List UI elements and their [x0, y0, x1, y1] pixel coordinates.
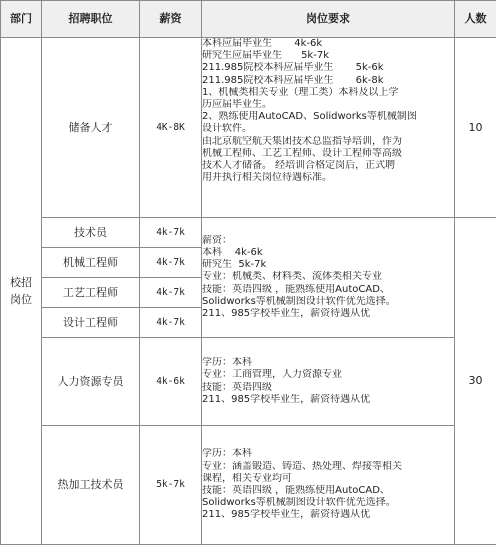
requirement-line: 技术人才储备。 经培训合格定岗后，正式聘	[202, 160, 454, 172]
position-cell: 储备人才	[42, 38, 140, 218]
requirement-line: 本科应届毕业生 4k-6k	[202, 38, 454, 50]
requirement-line: 专业：工商管理，人力资源专业	[202, 369, 454, 381]
requirement-line: Solidworks等机械制图设计软件优先选择。	[202, 497, 454, 509]
requirement-line: 211、985学校毕业生，薪资待遇从优	[202, 509, 454, 521]
requirement-line: 课程，相关专业均可	[202, 473, 454, 485]
salary-cell: 4K-8K	[140, 38, 202, 218]
requirement-line: 机械工程师、工艺工程师、设计工程师等高级	[202, 148, 454, 160]
table-row	[1, 426, 496, 545]
requirement-line: 2、熟练使用AutoCAD、Solidworks等机械制图	[202, 111, 454, 123]
requirement-line: 由北京航空航天集团技术总监指导培训，作为	[202, 136, 454, 148]
requirements-cell	[202, 38, 455, 218]
requirement-line: 历应届毕业生。	[202, 99, 454, 111]
requirement-line: 技能：英语四级 ，能熟练使用AutoCAD、	[202, 485, 454, 497]
header-position: 招聘职位	[42, 1, 140, 38]
requirement-line: 技能：英语四级 ，能熟练使用AutoCAD、	[202, 284, 454, 296]
requirement-line: 技能：英语四级	[202, 382, 454, 394]
requirement-line: 研究生应届毕业生 5k-7k	[202, 50, 454, 62]
position-cell: 机械工程师	[42, 248, 140, 278]
position-cell: 工艺工程师	[42, 278, 140, 308]
header-requirements: 岗位要求	[202, 1, 455, 38]
salary-cell: 5k-7k	[140, 426, 202, 545]
position-cell: 人力资源专员	[42, 338, 140, 426]
position-cell: 技术员	[42, 218, 140, 248]
requirements-cell	[202, 426, 455, 545]
requirements-cell	[202, 338, 455, 426]
requirement-line: 211.985院校本科应届毕业生 5k-6k	[202, 62, 454, 74]
salary-cell: 4k-6k	[140, 338, 202, 426]
requirement-line: 1、机械类相关专业（理工类）本科及以上学	[202, 87, 454, 99]
shared-count-cell: 30	[455, 218, 496, 545]
requirement-line: 用并执行相关岗位待遇标准。	[202, 172, 454, 184]
requirement-line: 211、985学校毕业生，薪资待遇从优	[202, 394, 454, 406]
department-label: 校招岗位	[9, 274, 33, 308]
requirement-line: 专业：涵盖锻造、铸造、热处理、焊接等相关	[202, 461, 454, 473]
table-row	[1, 338, 496, 426]
position-cell: 热加工技术员	[42, 426, 140, 545]
requirement-line: Solidworks等机械制图设计软件优先选择。	[202, 296, 454, 308]
salary-cell: 4k-7k	[140, 218, 202, 248]
salary-cell: 4k-7k	[140, 308, 202, 338]
header-salary: 薪资	[140, 1, 202, 38]
department-cell	[1, 38, 42, 545]
header-department: 部门	[1, 1, 42, 38]
header-row	[1, 1, 496, 38]
requirement-line: 研究生 5k-7k	[202, 259, 454, 271]
requirement-line: 211、985学校毕业生，薪资待遇从优	[202, 308, 454, 320]
shared-requirements-cell	[202, 218, 455, 338]
salary-cell: 4k-7k	[140, 248, 202, 278]
requirement-line: 学历：本科	[202, 448, 454, 460]
requirement-line: 学历：本科	[202, 357, 454, 369]
table-row	[1, 38, 496, 218]
salary-cell: 4k-7k	[140, 278, 202, 308]
position-cell: 设计工程师	[42, 308, 140, 338]
requirement-line: 设计软件。	[202, 123, 454, 135]
requirement-line: 薪资：	[202, 235, 454, 247]
count-cell: 10	[455, 38, 496, 218]
header-count: 人数	[455, 1, 496, 38]
requirement-line: 专业：机械类、材料类、流体类相关专业	[202, 271, 454, 283]
requirement-line: 211.985院校本科应届毕业生 6k-8k	[202, 75, 454, 87]
table-row	[1, 218, 496, 248]
requirement-line: 本科 4k-6k	[202, 247, 454, 259]
